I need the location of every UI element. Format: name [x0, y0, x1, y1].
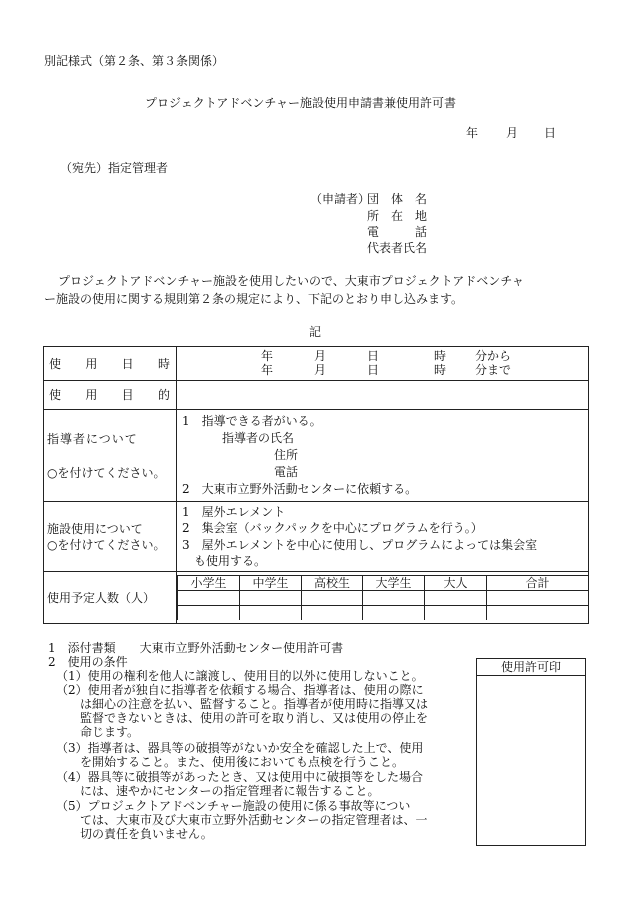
- facility-label: 施設使用について ○を付けてください。: [44, 502, 177, 572]
- count-label: 使用予定人数（人）: [44, 572, 177, 624]
- count-header-university: 大学生: [363, 576, 425, 591]
- instructor-address-field[interactable]: 住所: [274, 447, 299, 462]
- purpose-label: 使 用 目 的: [44, 381, 177, 410]
- application-table: [43, 346, 589, 624]
- count-table: [177, 575, 588, 620]
- instructor-options[interactable]: [177, 410, 589, 502]
- count-cell-adult-2[interactable]: [425, 606, 487, 621]
- count-header-adult: 大人: [425, 576, 487, 591]
- intro-line-2: ー施設の使用に関する規則第２条の規定により、下記のとおり申し込みます。: [44, 292, 464, 306]
- condition-line: （3）指導者は、器具等の破損等がないか安全を確認した上で、使用: [56, 741, 424, 755]
- datetime-to: 年 月 日 時 分まで: [261, 362, 512, 377]
- facility-option-1[interactable]: 1 屋外エレメント: [182, 504, 286, 519]
- row-purpose: [44, 381, 589, 410]
- condition-line: （2）使用者が独自に指導者を依頼する場合、指導者は、使用の際に: [56, 683, 424, 697]
- facility-options[interactable]: [177, 502, 589, 572]
- applicant-label: （申請者）: [310, 192, 371, 206]
- count-cell-junior-high-2[interactable]: [240, 606, 302, 621]
- count-cell-university-2[interactable]: [363, 606, 425, 621]
- condition-line: （1）使用の権利を他人に譲渡し、使用目的以外に使用しないこと。: [56, 669, 424, 683]
- note-attachment: 1 添付書類 大東市立野外活動センター使用許可書: [48, 641, 344, 655]
- instructor-option-2[interactable]: 2 大東市立野外活動センターに依頼する。: [182, 481, 418, 496]
- instructor-name-field[interactable]: 指導者の氏名: [222, 430, 295, 445]
- applicant-phone: 電 話: [367, 225, 428, 239]
- count-header-high-school: 高校生: [302, 576, 363, 591]
- count-cell-university[interactable]: [363, 591, 425, 606]
- count-cell-junior-high[interactable]: [240, 591, 302, 606]
- condition-line: （4）器具等に破損等があったとき、又は使用中に破損等をした場合: [56, 770, 424, 784]
- applicant-representative: 代表者氏名: [367, 241, 428, 255]
- condition-line: は細心の注意を払い、監督すること。指導者が使用時に指導又は: [56, 697, 429, 711]
- condition-line: を開始すること。また、使用後においても点検を行うこと。: [56, 755, 405, 769]
- intro-line-1: プロジェクトアドベンチャー施設を使用したいので、大東市プロジェクトアドベンチャ: [58, 274, 524, 288]
- count-header-total: 合計: [487, 576, 589, 591]
- count-header-junior-high: 中学生: [240, 576, 302, 591]
- instructor-phone-field[interactable]: 電話: [274, 464, 299, 479]
- permit-stamp-label: 使用許可印: [477, 659, 585, 676]
- row-datetime: [44, 347, 589, 381]
- permit-stamp-box: [476, 658, 586, 846]
- count-cell-total-2[interactable]: [487, 606, 589, 621]
- row-count: [44, 572, 589, 624]
- note-conditions-heading: 2 使用の条件: [48, 655, 128, 669]
- date-month-label: 月: [506, 126, 519, 140]
- row-facility: [44, 502, 589, 572]
- count-cell-total[interactable]: [487, 591, 589, 606]
- count-grid: [177, 572, 589, 624]
- count-header-elementary: 小学生: [178, 576, 240, 591]
- condition-line: 命じます。: [56, 725, 140, 739]
- row-instructor: [44, 410, 589, 502]
- purpose-field[interactable]: [177, 381, 589, 410]
- date-year-label: 年: [466, 126, 479, 140]
- condition-line: 切の責任を負いません。: [56, 827, 213, 841]
- datetime-label: 使 用 日 時: [44, 347, 177, 381]
- condition-line: ては、大東市及び大東市立野外活動センターの指定管理者は、一: [56, 813, 428, 827]
- applicant-address: 所 在 地: [367, 209, 428, 223]
- count-cell-high-school-2[interactable]: [302, 606, 363, 621]
- condition-line: （5）プロジェクトアドベンチャー施設の使用に係る事故等につい: [56, 799, 411, 813]
- date-day-label: 日: [544, 126, 557, 140]
- facility-option-3[interactable]: 3 屋外エレメントを中心に使用し、プログラムによっては集会室: [182, 537, 538, 552]
- form-reference: 別記様式（第２条、第３条関係）: [44, 54, 225, 68]
- document-title: プロジェクトアドベンチャー施設使用申請書兼使用許可書: [145, 96, 457, 110]
- applicant-org-name: 団 体 名: [367, 192, 428, 206]
- instructor-option-1[interactable]: 1 指導できる者がいる。: [182, 413, 322, 428]
- count-cell-high-school[interactable]: [302, 591, 363, 606]
- count-cell-elementary[interactable]: [178, 591, 240, 606]
- condition-line: には、速やかにセンターの指定管理者に報告すること。: [56, 784, 380, 798]
- count-cell-adult[interactable]: [425, 591, 487, 606]
- condition-line: 監督できないときは、使用の許可を取り消し、又は使用の停止を: [56, 711, 429, 725]
- instructor-label: 指導者について ○を付けてください。: [44, 410, 177, 502]
- datetime-field[interactable]: [177, 347, 589, 381]
- facility-option-3-cont: も使用する。: [194, 553, 267, 568]
- count-cell-elementary-2[interactable]: [178, 606, 240, 621]
- facility-option-2[interactable]: 2 集会室（バックパックを中心にプログラムを行う。）: [182, 520, 483, 535]
- ki-heading: 記: [309, 325, 322, 339]
- datetime-from: 年 月 日 時 分から: [261, 348, 512, 363]
- addressee: （宛先）指定管理者: [60, 161, 169, 175]
